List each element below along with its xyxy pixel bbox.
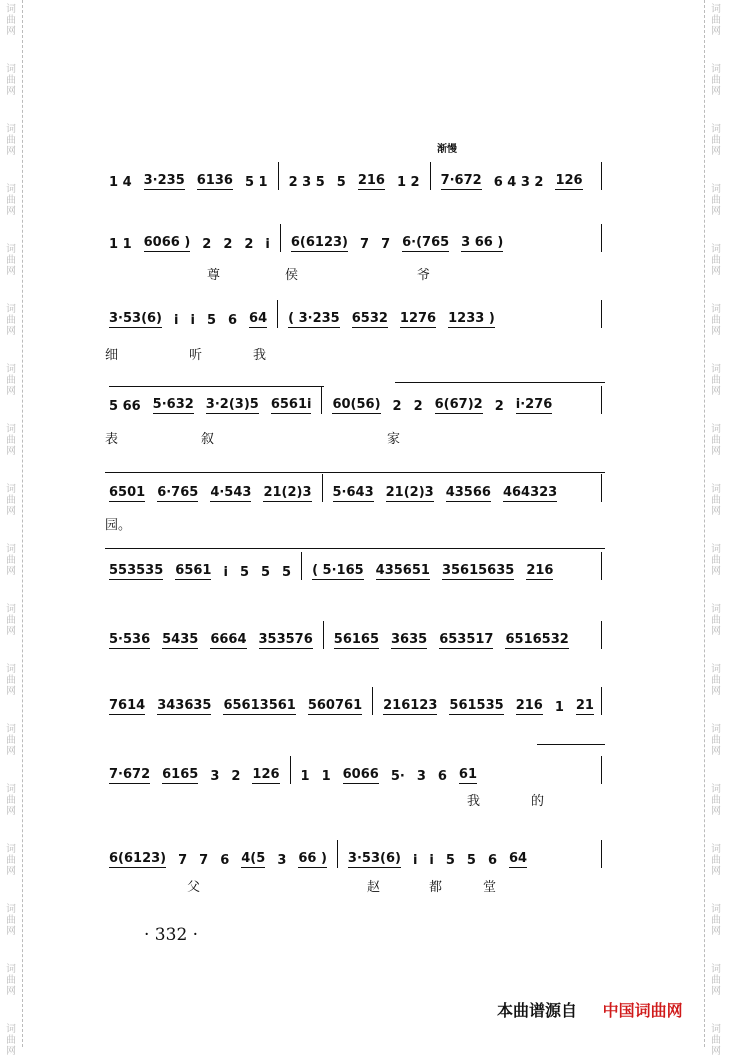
note-group: 3635 — [391, 632, 428, 647]
barline — [277, 300, 278, 328]
note-group: 21 — [575, 698, 594, 713]
lyric-char: 叙 — [201, 432, 215, 447]
note-group: 7 — [381, 237, 391, 252]
barline — [601, 552, 602, 580]
note-group: 3·2(3)5 — [205, 397, 259, 412]
watermark-text: 词 曲 网 — [711, 184, 721, 217]
barline — [601, 621, 602, 649]
watermark-text: 词 曲 网 — [6, 604, 16, 637]
note-group: 4(5 — [241, 851, 266, 866]
note-group: 1233 ) — [448, 311, 495, 326]
note-group: 4·543 — [210, 485, 252, 500]
note-group: 2 3 5 — [288, 175, 325, 190]
watermark-text: 词 曲 网 — [711, 124, 721, 157]
barline — [372, 687, 373, 715]
barline — [601, 687, 602, 715]
note-group: 6664 — [210, 632, 247, 647]
lyric-char: 父 — [187, 880, 201, 895]
watermark-text: 词 曲 网 — [711, 964, 721, 997]
watermark-text: 词 曲 网 — [6, 4, 16, 37]
note-group: 3·53(6) — [347, 851, 401, 866]
note-group: 2 — [392, 399, 402, 414]
barline — [301, 552, 302, 580]
note-group: 5 — [260, 565, 271, 580]
note-group: 1 — [554, 700, 564, 715]
note-group: 7 — [178, 853, 188, 868]
note-group: 65613561 — [223, 698, 296, 713]
note-group: 5·643 — [332, 485, 374, 500]
measure — [105, 173, 272, 190]
note-group: i·276 — [515, 397, 553, 412]
note-group: 216 — [357, 173, 385, 188]
watermark-text: 词 曲 网 — [6, 964, 16, 997]
lyric-char: 尊 — [207, 268, 221, 283]
barline — [290, 756, 291, 784]
note-group: 7·672 — [440, 173, 482, 188]
watermark-text: 词 曲 网 — [711, 544, 721, 577]
measure — [105, 632, 317, 649]
measure — [379, 698, 598, 715]
barline — [322, 474, 323, 502]
note-group: 56165 — [333, 632, 380, 647]
lyrics-line — [105, 344, 608, 362]
measure — [344, 851, 531, 868]
measure — [328, 397, 556, 414]
note-group: 64 — [249, 311, 268, 326]
note-group: 1 — [321, 769, 331, 784]
watermark-text: 词 曲 网 — [6, 904, 16, 937]
note-group: 2 — [223, 237, 233, 252]
source-footer — [497, 998, 683, 1021]
lyric-char: 爷 — [417, 268, 431, 283]
lyrics-line — [105, 790, 608, 808]
note-group: 6516532 — [505, 632, 569, 647]
note-group: 6165 — [162, 767, 199, 782]
note-group: 553535 — [109, 563, 164, 578]
watermark-text: 词 曲 网 — [6, 244, 16, 277]
note-group: 2 — [231, 769, 241, 784]
watermark-text: 词 曲 网 — [6, 124, 16, 157]
watermark-text: 词 曲 网 — [6, 424, 16, 457]
note-group: 560761 — [307, 698, 363, 713]
barline — [337, 840, 338, 868]
note-group: 353576 — [258, 632, 313, 647]
note-group: 6 — [487, 853, 498, 868]
measure — [105, 235, 274, 252]
note-group: 6136 — [196, 173, 233, 188]
note-group: 6·765 — [157, 485, 199, 500]
note-group: 653517 — [439, 632, 494, 647]
lyric-char: 家 — [387, 432, 401, 447]
note-group: 5435 — [162, 632, 199, 647]
note-group: 7·672 — [109, 767, 151, 782]
note-group: i — [174, 313, 179, 328]
barline — [601, 224, 602, 252]
note-group: 35615635 — [441, 563, 515, 578]
lyric-char: 的 — [531, 794, 545, 809]
note-group: 216123 — [383, 698, 438, 713]
note-group: 21(2)3 — [385, 485, 434, 500]
watermark-text: 词 曲 网 — [6, 184, 16, 217]
watermark-text: 词 曲 网 — [6, 64, 16, 97]
note-group: 7 — [199, 853, 209, 868]
watermark-text: 词 曲 网 — [6, 784, 16, 817]
note-group: 5 — [445, 853, 455, 868]
note-group: 60(56) — [332, 397, 381, 412]
note-group: 6 — [220, 853, 230, 868]
watermark-text: 词 曲 网 — [6, 664, 16, 697]
measure — [329, 485, 562, 502]
watermark-text: 词 曲 网 — [711, 904, 721, 937]
note-group: 5 — [466, 853, 476, 868]
barline — [280, 224, 281, 252]
note-group: 2 — [202, 237, 212, 252]
note-group: 1 — [300, 769, 310, 784]
note-group: 6 4 3 2 — [493, 175, 544, 190]
note-group: 3 — [416, 769, 426, 784]
watermark-text: 词 曲 网 — [711, 244, 721, 277]
note-group: 6(67)2 — [434, 397, 483, 412]
watermark-text: 词 曲 网 — [711, 1024, 721, 1057]
watermark-text: 词 曲 网 — [711, 304, 721, 337]
watermark-text: 词 曲 网 — [6, 364, 16, 397]
note-group: 5·632 — [152, 397, 194, 412]
measure — [105, 485, 316, 502]
barline — [601, 756, 602, 784]
measure — [330, 632, 573, 649]
left-watermark-strip — [0, 0, 23, 1057]
watermark-text: 词 曲 网 — [711, 604, 721, 637]
lyric-char: 园。 — [105, 518, 132, 533]
note-group: 21(2)3 — [263, 485, 312, 500]
right-watermark-strip — [704, 0, 729, 1057]
measure — [105, 851, 331, 868]
note-group: 1276 — [399, 311, 437, 326]
watermark-text: 词 曲 网 — [711, 844, 721, 877]
note-group: 6 — [437, 769, 447, 784]
note-group: 2 — [413, 399, 423, 414]
note-group: 6 — [228, 313, 238, 328]
note-group: 43566 — [445, 485, 491, 500]
lyrics-line — [105, 428, 608, 446]
lyric-char: 赵 — [367, 880, 381, 895]
lyric-char: 都 — [429, 880, 443, 895]
lyrics-line — [105, 264, 608, 282]
note-group: i — [190, 313, 195, 328]
watermark-text: 词 曲 网 — [711, 4, 721, 37]
note-group: 5 — [336, 175, 346, 190]
lyric-char: 表 — [105, 432, 119, 447]
note-group: i — [429, 853, 434, 868]
note-group: 126 — [555, 173, 583, 188]
note-group: 5 — [206, 313, 216, 328]
lyric-char: 侯 — [285, 268, 299, 283]
measure — [437, 173, 587, 190]
watermark-text: 词 曲 网 — [711, 364, 721, 397]
page-number: · 332 · — [144, 925, 199, 945]
note-group: 7 — [360, 237, 370, 252]
note-group: 1 2 — [396, 175, 420, 190]
barline — [601, 162, 602, 190]
note-group: 435651 — [375, 563, 430, 578]
note-group: 6(6123) — [290, 235, 349, 250]
note-group: 5 1 — [244, 175, 268, 190]
barline — [323, 621, 324, 649]
measure — [105, 563, 295, 580]
watermark-text: 词 曲 网 — [6, 304, 16, 337]
note-group: 216 — [515, 698, 543, 713]
barline — [278, 162, 279, 190]
measure — [297, 767, 481, 784]
barline — [321, 386, 322, 414]
watermark-text: 词 曲 网 — [711, 784, 721, 817]
barline — [430, 162, 431, 190]
measure — [105, 767, 284, 784]
watermark-text: 词 曲 网 — [6, 484, 16, 517]
note-group: 2 — [494, 399, 504, 414]
note-group: 126 — [252, 767, 280, 782]
lyric-char: 听 — [189, 348, 203, 363]
watermark-text: 词 曲 网 — [6, 724, 16, 757]
note-group: 64 — [509, 851, 528, 866]
watermark-text: 词 曲 网 — [6, 544, 16, 577]
watermark-text: 词 曲 网 — [711, 64, 721, 97]
watermark-text: 词 曲 网 — [6, 844, 16, 877]
measure — [285, 173, 424, 190]
note-group: 6066 ) — [143, 235, 191, 250]
note-group: i — [223, 565, 228, 580]
lyric-char: 细 — [105, 348, 119, 363]
measure — [308, 563, 557, 580]
note-group: 5 66 — [109, 399, 141, 414]
measure — [105, 311, 271, 328]
note-group: 1 4 — [109, 175, 132, 190]
note-group: 66 ) — [298, 851, 327, 866]
measure — [105, 397, 315, 414]
note-group: 6066 — [342, 767, 379, 782]
tempo-mark: 渐慢 — [437, 144, 457, 155]
note-group: ( 5·165 — [312, 563, 364, 578]
note-group: 5 — [239, 565, 249, 580]
note-group: 2 — [244, 237, 254, 252]
note-group: 3·235 — [143, 173, 185, 188]
note-group: 464323 — [502, 485, 558, 500]
note-group: 3 66 ) — [461, 235, 504, 250]
note-group: 5· — [390, 769, 405, 784]
note-group: 6532 — [351, 311, 388, 326]
source-label: 本曲谱源自 — [497, 1001, 578, 1020]
note-group: 6·(765 — [402, 235, 450, 250]
watermark-text: 词 曲 网 — [711, 724, 721, 757]
source-site-link[interactable]: 中国词曲网 — [602, 1001, 683, 1020]
lyric-char: 我 — [253, 348, 267, 363]
measure — [105, 698, 366, 715]
note-group: 3 — [210, 769, 220, 784]
lyrics-line — [105, 514, 608, 532]
barline — [601, 474, 602, 502]
lyrics-line — [105, 876, 608, 894]
note-group: i — [265, 237, 270, 252]
note-group: 561535 — [449, 698, 504, 713]
barline — [601, 300, 602, 328]
note-group: 6(6123) — [109, 851, 167, 866]
watermark-text: 词 曲 网 — [711, 664, 721, 697]
barline — [601, 386, 602, 414]
note-group: 216 — [526, 563, 554, 578]
measure — [287, 235, 507, 252]
slur — [537, 744, 605, 745]
note-group: 5 — [282, 565, 292, 580]
note-group: 343635 — [157, 698, 212, 713]
measure — [284, 311, 499, 328]
lyric-char: 堂 — [483, 880, 497, 895]
note-group: 6501 — [109, 485, 146, 500]
note-group: 5·536 — [109, 632, 151, 647]
note-group: 6561i — [270, 397, 312, 412]
barline — [601, 840, 602, 868]
watermark-text: 词 曲 网 — [711, 424, 721, 457]
note-group: 3 — [277, 853, 287, 868]
note-group: 7614 — [109, 698, 146, 713]
note-group: 3·53(6) — [109, 311, 163, 326]
watermark-text: 词 曲 网 — [711, 484, 721, 517]
watermark-text: 词 曲 网 — [6, 1024, 16, 1057]
note-group: 1 1 — [109, 237, 132, 252]
note-group: 6561 — [175, 563, 212, 578]
note-group: 61 — [458, 767, 477, 782]
note-group: i — [412, 853, 418, 868]
lyric-char: 我 — [467, 794, 481, 809]
note-group: ( 3·235 — [288, 311, 340, 326]
